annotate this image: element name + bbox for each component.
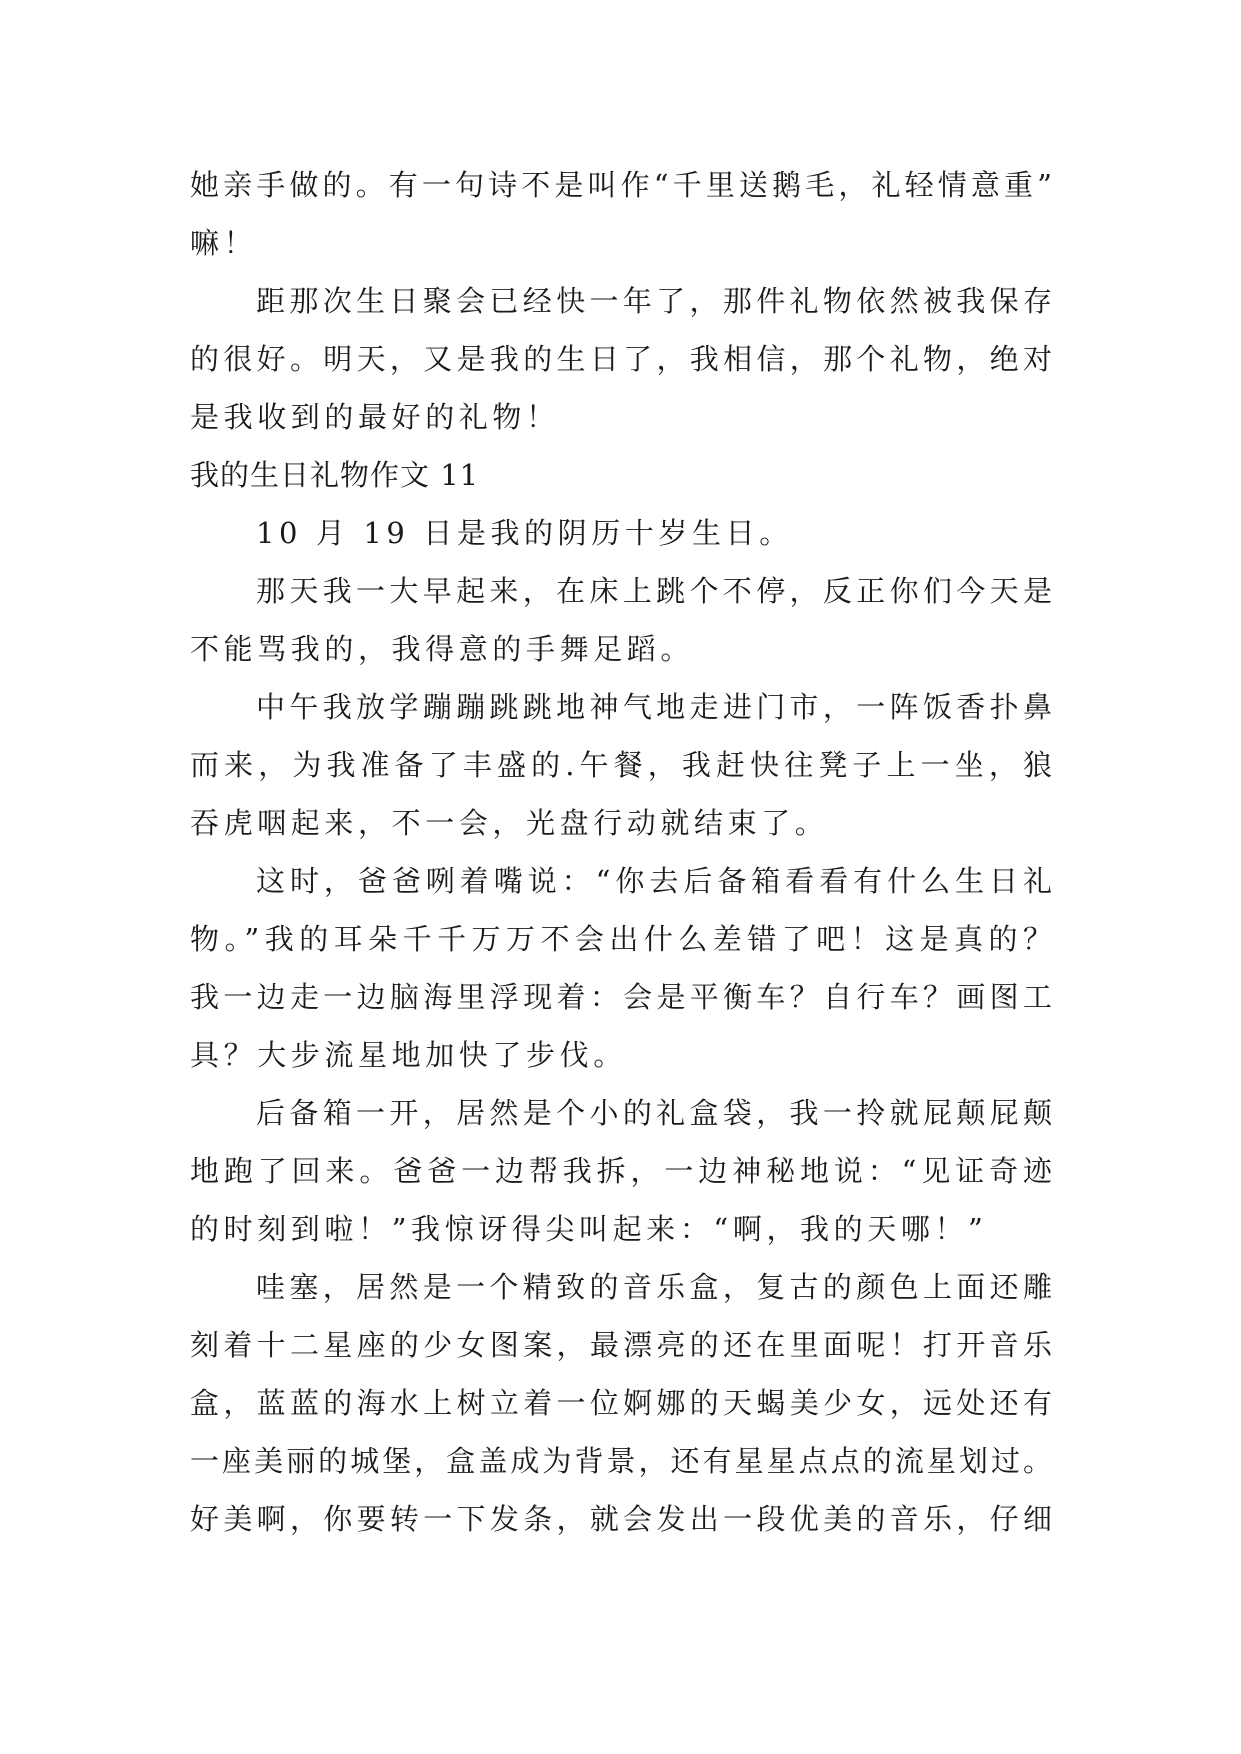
text-line: 的时刻到啦！”我惊讶得尖叫起来：“啊，我的天哪！” <box>190 1212 988 1246</box>
paragraph-start-line: 距那次生日聚会已经快一年了，那件礼物依然被我保存 <box>256 284 1052 318</box>
text-line: 嘛！ <box>190 226 258 260</box>
text-line: 不能骂我的，我得意的手舞足蹈。 <box>190 632 695 666</box>
text-line: 物。”我的耳朵千千万万不会出什么差错了吧！这是真的？ <box>190 922 1052 956</box>
paragraph-start-line: 哇塞，居然是一个精致的音乐盒，复古的颜色上面还雕 <box>256 1270 1052 1304</box>
text-line: 盒，蓝蓝的海水上树立着一位婀娜的天蝎美少女，远处还有 <box>190 1386 1052 1420</box>
text-line: 吞虎咽起来，不一会，光盘行动就结束了。 <box>190 806 829 840</box>
text-line: 地跑了回来。爸爸一边帮我拆，一边神秘地说：“见证奇迹 <box>190 1154 1052 1188</box>
text-line: 我一边走一边脑海里浮现着：会是平衡车？自行车？画图工 <box>190 980 1052 1014</box>
text-line: 具？大步流星地加快了步伐。 <box>190 1038 627 1072</box>
text-line: 她亲手做的。有一句诗不是叫作“千里送鹅毛，礼轻情意重” <box>190 168 1052 202</box>
paragraph-start-line: 中午我放学蹦蹦跳跳地神气地走进门市，一阵饭香扑鼻 <box>256 690 1052 724</box>
paragraph-start-line: 10 月 19 日是我的阴历十岁生日。 <box>256 516 793 550</box>
text-line: 好美啊，你要转一下发条，就会发出一段优美的音乐，仔细 <box>190 1502 1052 1536</box>
text-line: 而来，为我准备了丰盛的.午餐，我赶快往凳子上一坐，狼 <box>190 748 1052 782</box>
text-line: 刻着十二星座的少女图案，最漂亮的还在里面呢！打开音乐 <box>190 1328 1052 1362</box>
text-line: 是我收到的最好的礼物！ <box>190 400 560 434</box>
paragraph-start-line: 后备箱一开，居然是个小的礼盒袋，我一拎就屁颠屁颠 <box>256 1096 1052 1130</box>
text-line: 的很好。明天，又是我的生日了，我相信，那个礼物，绝对 <box>190 342 1052 376</box>
paragraph-start-line: 这时，爸爸咧着嘴说：“你去后备箱看看有什么生日礼 <box>256 864 1052 898</box>
essay-text <box>190 156 1052 1548</box>
text-line: 一座美丽的城堡，盒盖成为背景，还有星星点点的流星划过。 <box>190 1444 1052 1478</box>
paragraph-start-line: 那天我一大早起来，在床上跳个不停，反正你们今天是 <box>256 574 1052 608</box>
section-heading: 我的生日礼物作文 11 <box>190 458 480 492</box>
